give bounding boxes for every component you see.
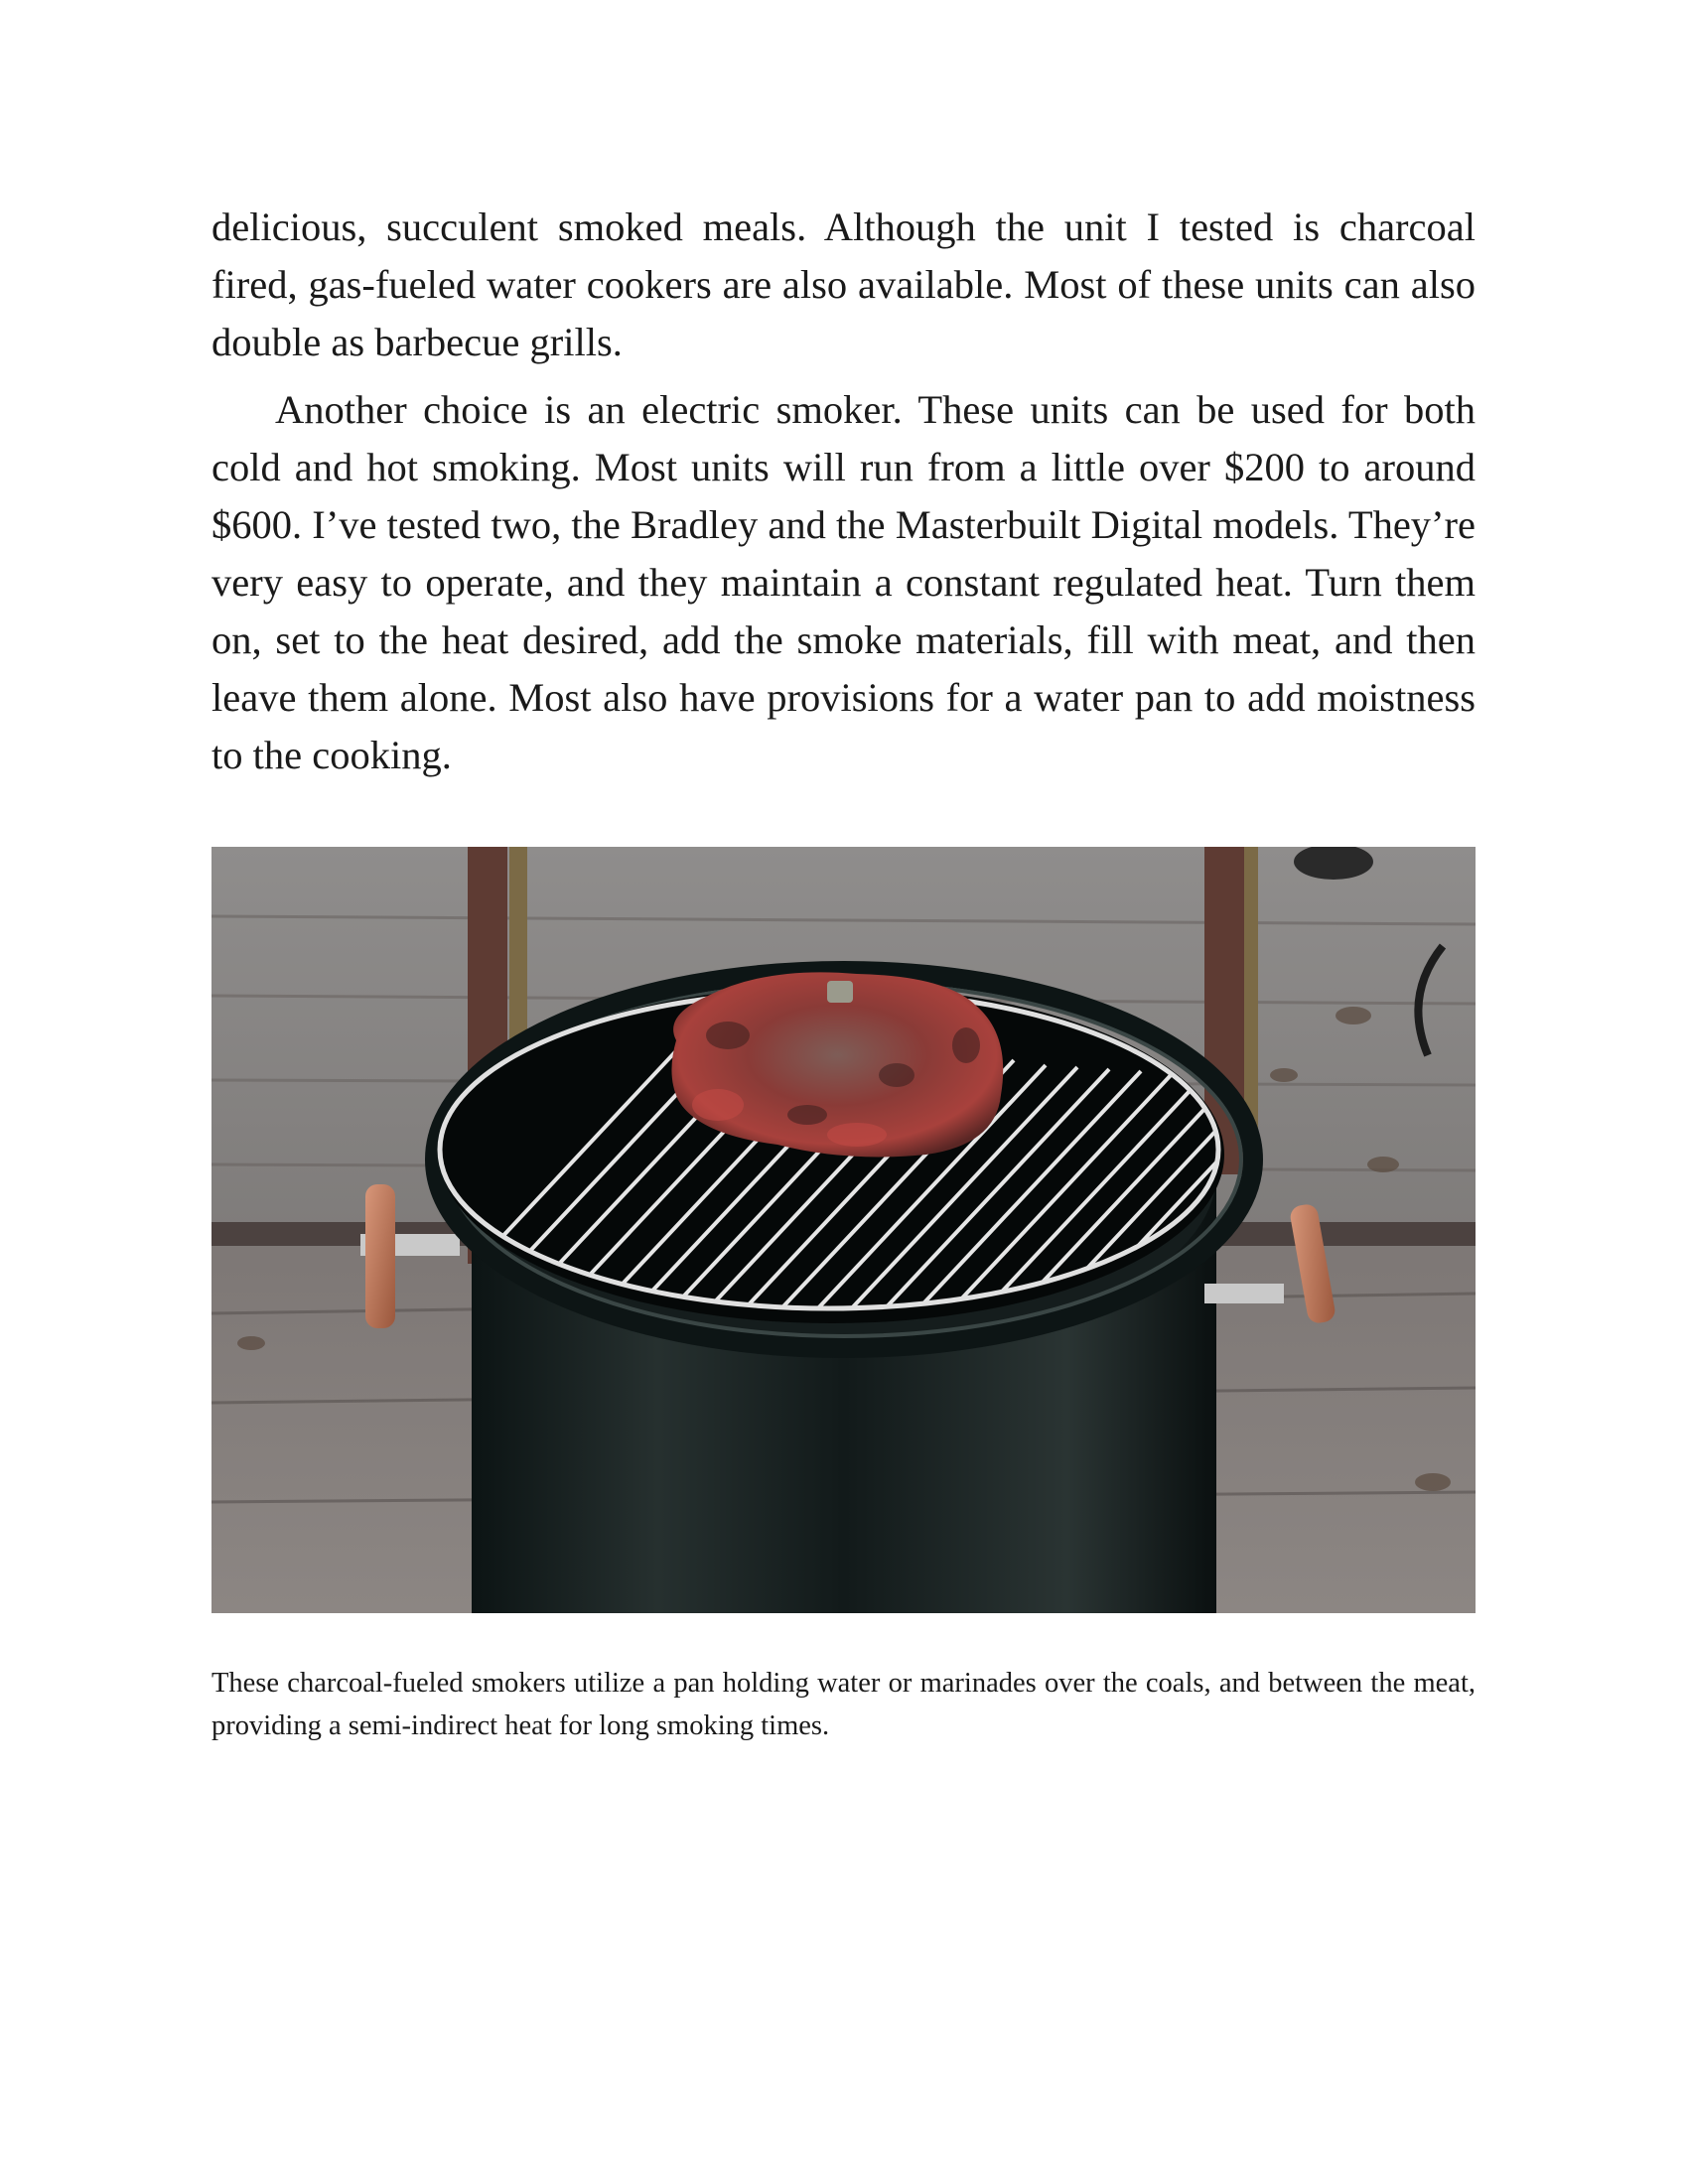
figure-caption: These charcoal-fueled smokers utilize a pan holding water or marinades over the coals, and between the meat, providing a semi-indirect heat for long smoking times. — [211, 1668, 1476, 1741]
smoker-photo — [211, 847, 1476, 1613]
paragraph-2: Another choice is an electric smoker. These units can be used for both cold and hot smoking. Most units will run from a little over $200 to around $600. I’ve tested two, the Bradley and the Masterbuilt Digital models. They’re very easy to operate, and they maintain a constant regulated heat. Turn them on, set to the heat desired, add the smoke materials, fill with meat, and then leave them alone. Most also have provisions for a water pan to add moistness to the cooking. — [211, 387, 1476, 777]
body-text — [211, 199, 1476, 784]
smoker-photo-illustration — [211, 847, 1476, 1613]
paragraph-1: delicious, succulent smoked meals. Although the unit I tested is charcoal fired, gas-fueled water cookers are also available. Most of these units can also double as barbecue grills. — [211, 205, 1476, 364]
